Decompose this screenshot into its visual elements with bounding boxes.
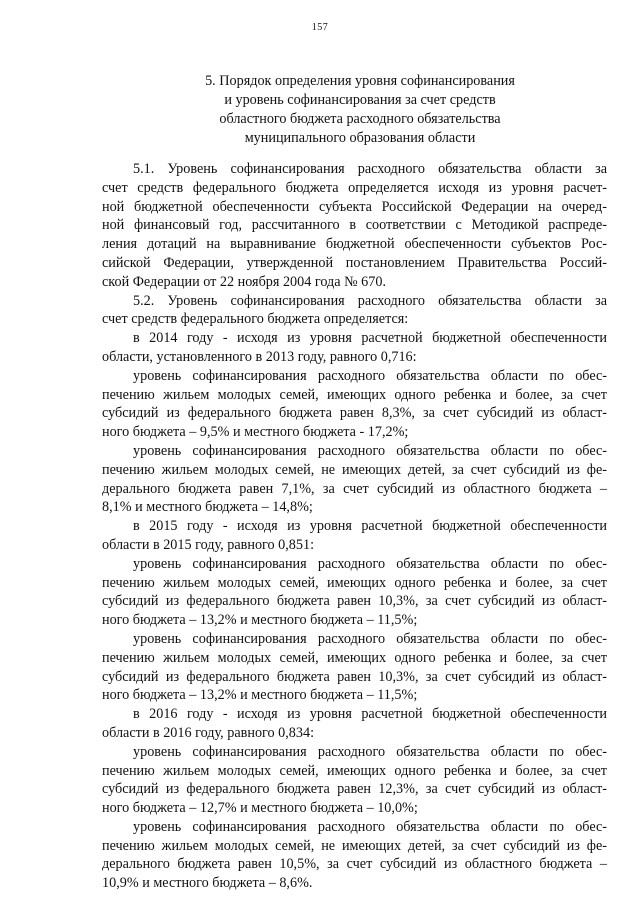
- paragraph: [102, 818, 607, 893]
- section-title: [60, 72, 640, 148]
- paragraph-line: уровень софинансирования расходного обязательства области по обес-: [133, 630, 607, 647]
- paragraph-line: счет средств федерального бюджета определяется исходя из уровня расчет-: [102, 179, 607, 196]
- paragraph-line: 5.1. Уровень софинансирования расходного обязательства области за: [133, 161, 607, 177]
- paragraph-line: дерального бюджета равен 10,5%, за счет субсидий из областного бюджета –: [102, 856, 607, 873]
- paragraph: [102, 630, 607, 705]
- paragraph: [102, 367, 607, 442]
- section-title-line: муниципального образования области: [244, 130, 476, 146]
- paragraph: [102, 160, 607, 292]
- paragraph-line: уровень софинансирования расходного обязательства области по обес-: [133, 818, 607, 835]
- section-title-line: и уровень софинансирования за счет средств: [224, 92, 496, 108]
- paragraph-line: 8,1% и местного бюджета – 14,8%;: [102, 499, 313, 516]
- paragraph-line: в 2016 году - исходя из уровня расчетной бюджетной обеспеченности: [133, 706, 607, 723]
- paragraph-line: ного бюджета – 12,7% и местного бюджета – 10,0%;: [102, 800, 418, 817]
- paragraph-line: печению жильем молодых семей, имеющих одного ребенка и более, за счет: [102, 386, 607, 403]
- paragraph-line: в 2015 году - исходя из уровня расчетной бюджетной обеспеченности: [133, 518, 607, 535]
- paragraph-line: ской Федерации от 22 ноября 2004 года № 670.: [102, 273, 387, 290]
- paragraph-line: сийской Федерации, утвержденной постановлением Правительства Россий-: [102, 254, 607, 271]
- paragraph-line: печению жильем молодых семей, имеющих одного ребенка и более, за счет: [102, 574, 607, 591]
- document-body: [102, 160, 607, 893]
- paragraph-line: ного бюджета – 13,2% и местного бюджета – 11,5%;: [102, 612, 418, 629]
- paragraph-line: области, установленного в 2013 году, равного 0,716:: [102, 348, 417, 365]
- paragraph: [102, 555, 607, 630]
- paragraph: [102, 517, 607, 555]
- paragraph-line: субсидий из федерального бюджета равен 10,3%, за счет субсидий из област-: [102, 668, 607, 685]
- paragraph-line: субсидий из федерального бюджета равен 8,3%, за счет субсидий из област-: [102, 405, 607, 422]
- paragraph-line: печению жильем молодых семей, имеющих одного ребенка и более, за счет: [102, 762, 607, 779]
- paragraph: [102, 705, 607, 743]
- paragraph-line: счет средств федерального бюджета определяется:: [102, 311, 409, 328]
- paragraph-line: субсидий из федерального бюджета равен 10,3%, за счет субсидий из област-: [102, 593, 607, 610]
- paragraph: [102, 743, 607, 818]
- page-number: 157: [311, 22, 329, 33]
- paragraph-line: печению жильем молодых семей, имеющих одного ребенка и более, за счет: [102, 649, 607, 666]
- paragraph-line: ного бюджета – 13,2% и местного бюджета – 11,5%;: [102, 687, 418, 704]
- paragraph-line: в 2014 году - исходя из уровня расчетной бюджетной обеспеченности: [133, 330, 607, 347]
- paragraph-line: субсидий из федерального бюджета равен 12,3%, за счет субсидий из област-: [102, 781, 607, 798]
- paragraph-line: печению жильем молодых семей, не имеющих детей, за счет субсидий из фе-: [102, 461, 607, 478]
- paragraph: [102, 329, 607, 367]
- section-title-line: 5. Порядок определения уровня софинансирования: [205, 73, 515, 89]
- paragraph-line: уровень софинансирования расходного обязательства области по обес-: [133, 555, 607, 572]
- paragraph-line: области в 2016 году, равного 0,834:: [102, 724, 315, 741]
- paragraph-line: ления дотаций на выравнивание бюджетной обеспеченности субъектов Рос-: [102, 236, 607, 253]
- paragraph-line: уровень софинансирования расходного обязательства области по обес-: [133, 442, 607, 459]
- paragraph-line: области в 2015 году, равного 0,851:: [102, 536, 315, 553]
- paragraph: [102, 442, 607, 517]
- paragraph-line: 10,9% и местного бюджета – 8,6%.: [102, 875, 313, 892]
- paragraph-line: дерального бюджета равен 7,1%, за счет субсидий из областного бюджета –: [102, 480, 607, 497]
- paragraph-line: уровень софинансирования расходного обязательства области по обес-: [133, 743, 607, 760]
- paragraph-line: ной бюджетной обеспеченности субъекта Российской Федерации на очеред-: [102, 198, 607, 215]
- section-title-line: областного бюджета расходного обязательства: [219, 111, 501, 127]
- paragraph-line: ной финансовый год, рассчитанного в соответствии с Методикой распреде-: [102, 217, 607, 234]
- paragraph-line: ного бюджета – 9,5% и местного бюджета - 17,2%;: [102, 424, 409, 441]
- paragraph-line: печению жильем молодых семей, не имеющих детей, за счет субсидий из фе-: [102, 837, 607, 854]
- paragraph: [102, 292, 607, 330]
- paragraph-line: уровень софинансирования расходного обязательства области по обес-: [133, 367, 607, 384]
- paragraph-line: 5.2. Уровень софинансирования расходного обязательства области за: [133, 292, 607, 309]
